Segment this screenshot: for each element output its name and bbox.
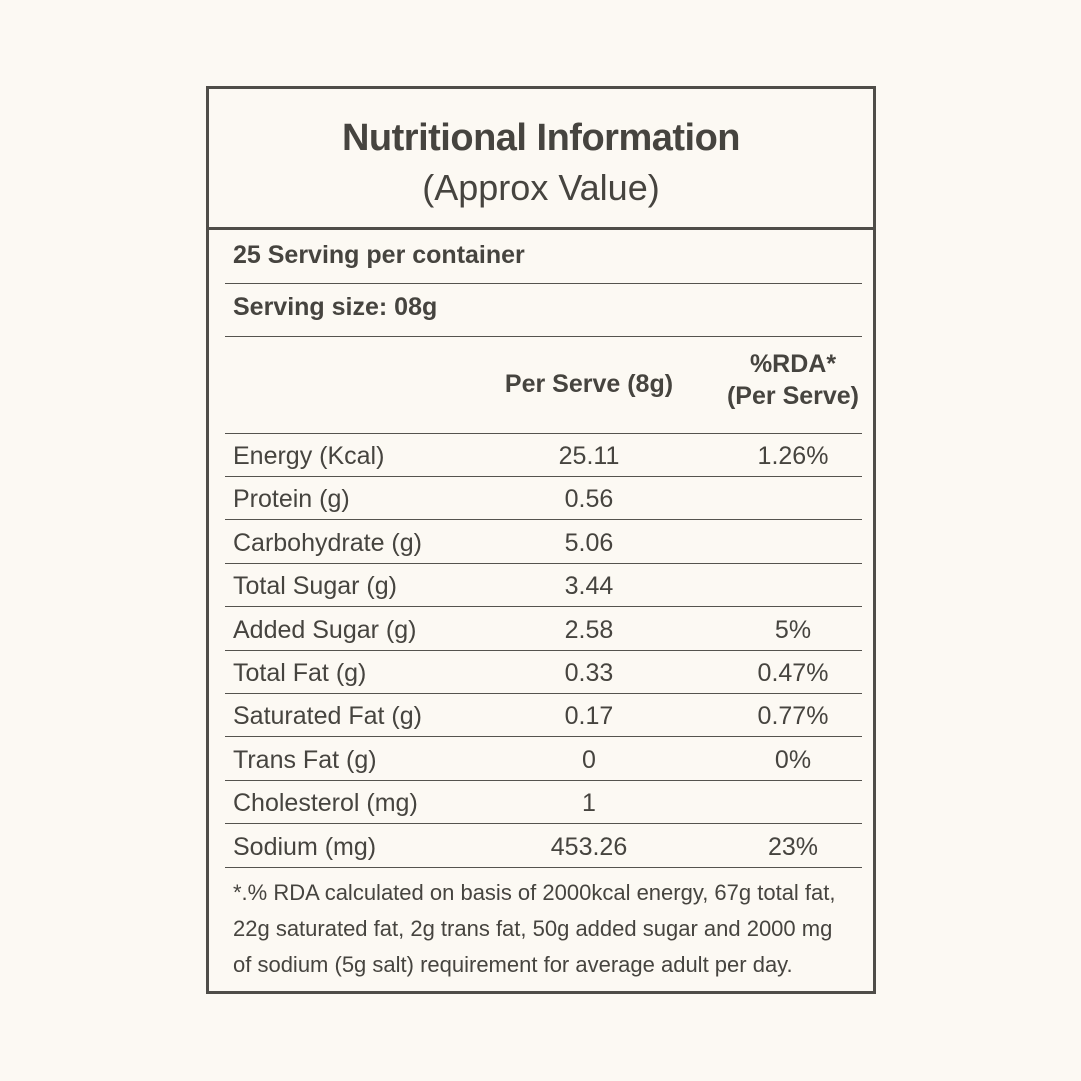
panel-subtitle: (Approx Value) [422, 167, 660, 208]
column-header-rda-line2: (Per Serve) [726, 382, 860, 410]
per-serve-value: 0 [582, 745, 596, 774]
column-header-rda [693, 348, 893, 412]
row-divider [225, 606, 862, 607]
rda-value: 5% [774, 615, 812, 644]
column-header-per-serve: Per Serve (8g) [504, 370, 674, 398]
row-divider [225, 736, 862, 737]
serving-size: Serving size: 08g [233, 293, 438, 321]
nutrient-name: Protein (g) [233, 485, 350, 514]
per-serve-value: 25.11 [558, 442, 620, 470]
divider [225, 433, 862, 434]
row-divider [225, 693, 862, 694]
footnote-line3: of sodium (5g salt) requirement for average adult per day. [233, 952, 793, 977]
nutrient-name: Cholesterol (mg) [233, 789, 418, 818]
per-serve-value: 3.44 [564, 572, 614, 601]
row-divider [225, 476, 862, 477]
footnote [233, 875, 863, 983]
rda-value: 0.77% [757, 702, 829, 731]
divider [225, 336, 862, 337]
per-serve-value: 0.17 [564, 702, 614, 731]
per-serve-value: 0.56 [564, 485, 614, 514]
per-serve-value: 5.06 [564, 528, 614, 557]
nutrient-name: Trans Fat (g) [233, 745, 377, 774]
column-header-rda-line1: %RDA* [749, 350, 837, 378]
nutrient-name: Energy (Kcal) [233, 442, 385, 470]
nutrient-name: Added Sugar (g) [233, 615, 417, 644]
per-serve-value: 1 [582, 789, 596, 818]
nutrient-name: Carbohydrate (g) [233, 528, 422, 557]
footnote-line2: 22g saturated fat, 2g trans fat, 50g added sugar and 2000 mg [233, 916, 833, 941]
row-divider [225, 563, 862, 564]
row-divider [225, 780, 862, 781]
per-serve-value: 0.33 [564, 659, 614, 687]
footnote-line1: *.% RDA calculated on basis of 2000kcal energy, 67g total fat, [233, 880, 836, 905]
rda-value: 23% [767, 832, 819, 861]
row-divider [225, 650, 862, 651]
servings-per-container: 25 Serving per container [233, 241, 525, 269]
nutrient-name: Total Sugar (g) [233, 572, 397, 601]
rda-value: 1.26% [757, 442, 829, 470]
nutrient-name: Saturated Fat (g) [233, 702, 422, 731]
panel-title: Nutritional Information [341, 117, 741, 159]
nutrition-panel [206, 86, 876, 994]
per-serve-value: 453.26 [550, 832, 628, 861]
row-divider [225, 519, 862, 520]
title-box [209, 89, 873, 230]
per-serve-value: 2.58 [564, 615, 614, 644]
row-divider [225, 823, 862, 824]
row-divider [225, 867, 862, 868]
nutrient-name: Sodium (mg) [233, 832, 377, 861]
rda-value: 0.47% [757, 659, 829, 687]
rda-value: 0% [774, 745, 812, 774]
nutrient-name: Total Fat (g) [233, 659, 367, 687]
divider [225, 283, 862, 284]
